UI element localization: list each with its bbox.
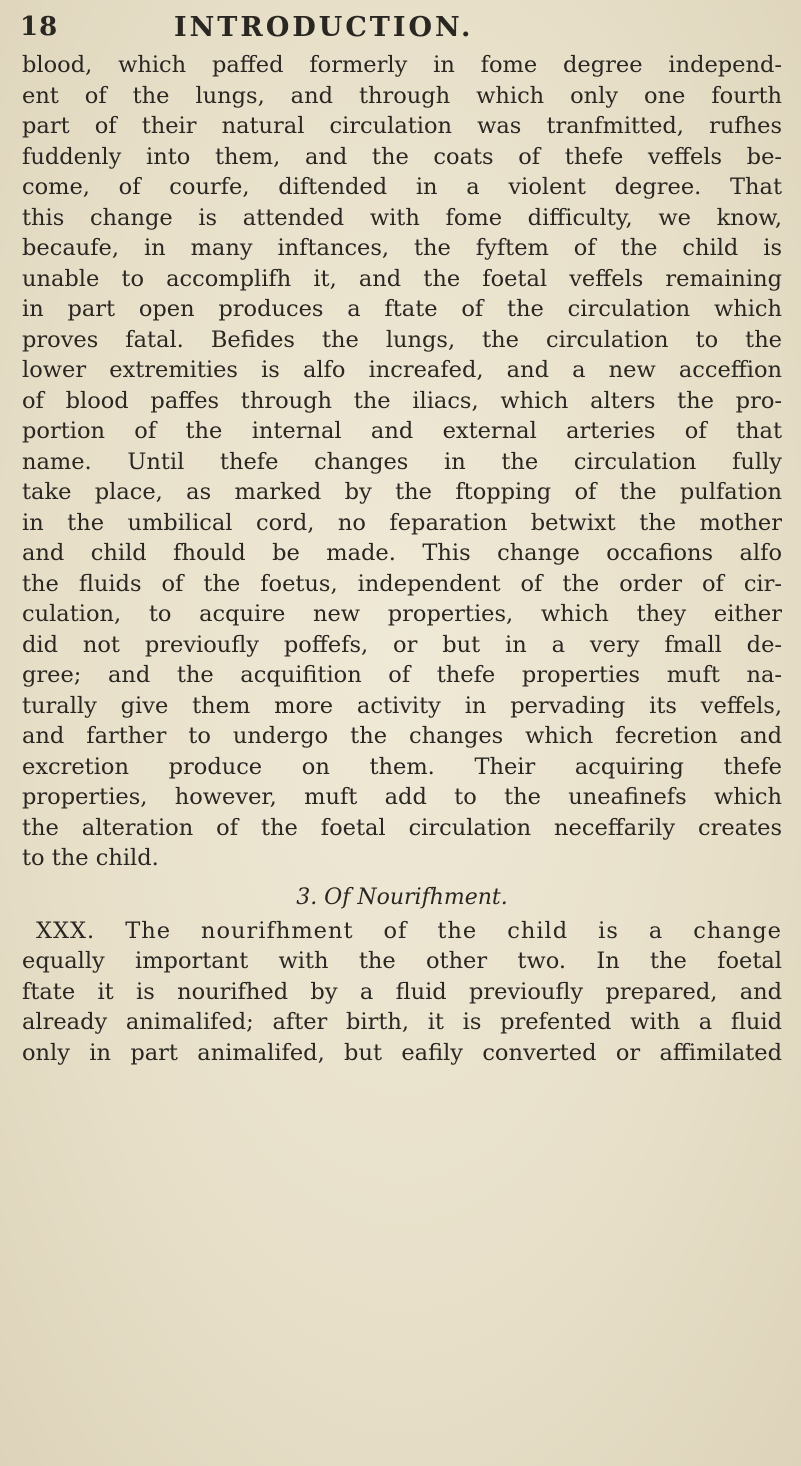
text-line: already animalifed; after birth, it is prefented with a fluid: [22, 1009, 782, 1035]
text-line: fuddenly into them, and the coats of thefe veffels be-: [22, 143, 782, 170]
text-line: the fluids of the foetus, independent of the order of cir-: [22, 570, 782, 597]
text-line: becaufe, in many inftances, the fyftem of the child is: [22, 235, 782, 261]
text-line: part of their natural circulation was tranfmitted, rufhes: [22, 113, 782, 139]
text-line: and farther to undergo the changes which fecretion and: [22, 723, 782, 749]
text-line: lower extremities is alfo increafed, and a new acceffion: [22, 357, 782, 383]
text-line: name. Until thefe changes in the circulation fully: [22, 448, 782, 475]
text-line: ftate it is nourifhed by a fluid previoufly prepared, and: [22, 978, 782, 1005]
text-line: gree; and the acquifition of thefe properties muft na-: [22, 662, 782, 688]
text-line: ent of the lungs, and through which only one fourth: [22, 82, 782, 109]
text-line: in the umbilical cord, no feparation betwixt the mother: [22, 509, 782, 536]
text-line: and child fhould be made. This change occafions alfo: [22, 540, 782, 566]
text-line: excretion produce on them. Their acquiring thefe: [22, 753, 782, 780]
text-line: come, of courfe, diftended in a violent degree. That: [22, 174, 782, 200]
text-line: equally important with the other two. In the foetal: [22, 948, 782, 974]
page-number: 18: [20, 12, 59, 42]
text-line: turally give them more activity in pervading its veffels,: [22, 692, 782, 719]
text-line: properties, however, muft add to the uneafinefs which: [22, 784, 782, 810]
text-line: in part open produces a ftate of the circulation which: [22, 296, 782, 322]
text-line: take place, as marked by the ftopping of the pulfation: [22, 479, 782, 505]
text-line: to the child.: [22, 845, 159, 871]
text-line: portion of the internal and external arteries of that: [22, 418, 782, 444]
text-line: of blood paffes through the iliacs, which alters the pro-: [22, 387, 782, 414]
running-head: INTRODUCTION.: [174, 12, 474, 43]
paragraph-nourishment: [22, 916, 782, 1069]
page-body: [22, 50, 782, 1068]
section-heading: 3. Of Nourifhment.: [296, 884, 508, 910]
text-line: XXX. The nourifhment of the child is a change: [36, 917, 782, 944]
text-line: proves fatal. Befides the lungs, the circulation to the: [22, 326, 782, 353]
page-header: [0, 12, 801, 52]
text-line: the alteration of the foetal circulation neceffarily creates: [22, 814, 782, 841]
text-line: culation, to acquire new properties, which they either: [22, 601, 782, 627]
text-line: blood, which paffed formerly in fome degree independ-: [22, 52, 782, 78]
text-line: did not previoufly poffefs, or but in a very fmall de-: [22, 631, 782, 658]
paragraph-circulation: [22, 50, 782, 874]
text-line: this change is attended with fome difficulty, we know,: [22, 204, 782, 231]
text-line: only in part animalifed, but eafily converted or affimilated: [22, 1039, 782, 1066]
text-line: unable to accomplifh it, and the foetal veffels remaining: [22, 265, 782, 292]
